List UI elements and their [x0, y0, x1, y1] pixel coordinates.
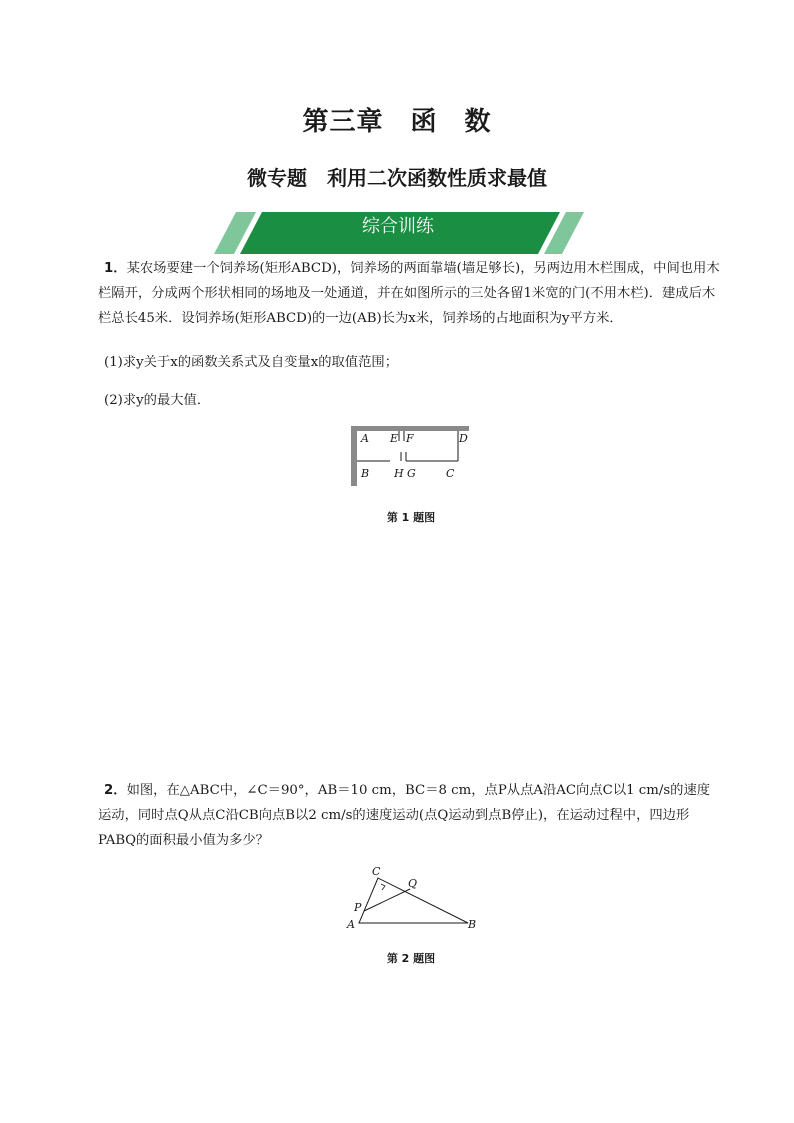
label-h: H	[394, 467, 404, 480]
banner-label: 综合训练	[362, 216, 434, 237]
chapter-title: 第三章 函 数	[302, 107, 492, 137]
label-d: D	[459, 432, 468, 445]
wall-top	[351, 426, 469, 431]
problem-2-number: 2．	[104, 783, 127, 798]
label-q: Q	[408, 877, 418, 890]
problem-1-sub1: (1)求y关于x的函数关系式及自变量x的取值范围；	[104, 355, 398, 370]
problem-2-figure	[340, 864, 490, 936]
wall-left	[351, 426, 357, 486]
problem-1-caption: 第 1 题图	[386, 511, 436, 524]
topic-title: 微专题 利用二次函数性质求最值	[247, 166, 547, 190]
label-b: B	[468, 918, 477, 931]
label-g: G	[407, 467, 416, 480]
problem-1-figure	[346, 424, 476, 488]
label-f: F	[406, 432, 414, 445]
problem-2-text	[98, 778, 722, 853]
problem-1-body: 某农场要建一个饲养场(矩形ABCD)，饲养场的两面靠墙(墙足够长)，另两边用木栏围成，中间也用木栏隔开，分成两个形状相同的场地及一处通道，并在如图所示的三处各留1米宽的门(不用木栏)．建成后木栏总长45米．设饲养场(矩形ABCD)的一边(AB)长为x米，饲养场的占地面积为y平方米．	[98, 261, 720, 326]
label-a: A	[361, 432, 369, 445]
label-b: B	[361, 467, 370, 480]
problem-1-number: 1．	[104, 261, 127, 276]
problem-2-caption: 第 2 题图	[386, 952, 436, 965]
label-c: C	[446, 467, 455, 480]
problem-2-body: 如图，在△ABC中，∠C＝90°，AB＝10 cm，BC＝8 cm，点P从点A沿AC向点C以1 cm/s的速度运动，同时点Q从点C沿CB向点B以2 cm/s的速度运动(点Q运动到点B停止)，在运动过程中，四边形PABQ的面积最小值为多少？	[98, 783, 711, 848]
label-a: A	[347, 918, 355, 931]
segment-pq	[364, 889, 410, 911]
problem-1-sub2: (2)求y的最大值．	[104, 393, 211, 408]
label-p: P	[354, 901, 362, 914]
label-c: C	[372, 865, 381, 878]
label-e: E	[390, 432, 399, 445]
problem-1-text	[98, 256, 722, 331]
right-angle-mark	[381, 884, 385, 890]
